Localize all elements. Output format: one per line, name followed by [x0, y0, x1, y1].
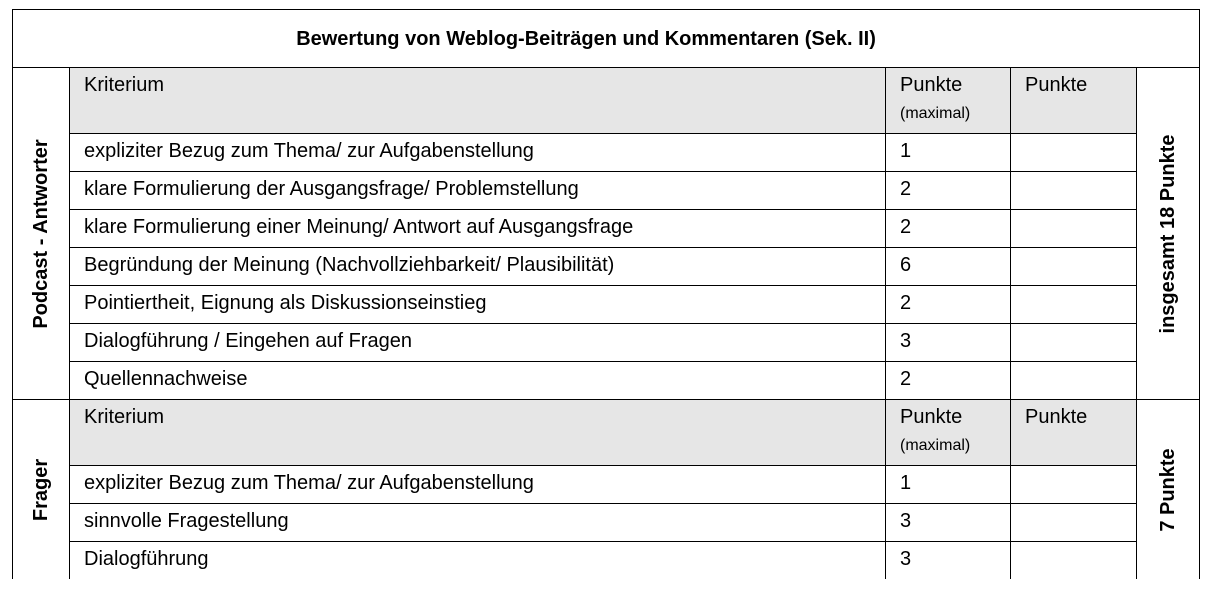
points-max-header: Punkte (maximal) — [886, 68, 1011, 134]
points-header: Punkte — [1011, 400, 1137, 466]
points-input-cell[interactable] — [1011, 286, 1137, 324]
rubric-table — [12, 9, 1200, 579]
section-total-cell — [1137, 68, 1200, 400]
table-row — [13, 324, 1200, 362]
max-points-cell: 6 — [886, 248, 1011, 286]
points-input-cell[interactable] — [1011, 210, 1137, 248]
max-points-cell: 2 — [886, 362, 1011, 400]
section-header-row — [13, 68, 1200, 134]
criterion-cell: expliziter Bezug zum Thema/ zur Aufgabenstellung — [70, 466, 886, 504]
section-side-label: Podcast - Antworter — [30, 138, 52, 329]
points-input-cell[interactable] — [1011, 362, 1137, 400]
points-input-cell[interactable] — [1011, 134, 1137, 172]
criterion-cell: klare Formulierung einer Meinung/ Antwort auf Ausgangsfrage — [70, 210, 886, 248]
table-row — [13, 542, 1200, 580]
criterion-header: Kriterium — [70, 400, 886, 466]
criterion-header: Kriterium — [70, 68, 886, 134]
section-side-label: Frager — [30, 458, 52, 521]
max-points-cell: 1 — [886, 466, 1011, 504]
points-input-cell[interactable] — [1011, 504, 1137, 542]
max-points-cell: 3 — [886, 324, 1011, 362]
criterion-cell: Dialogführung / Eingehen auf Fragen — [70, 324, 886, 362]
table-row — [13, 134, 1200, 172]
criterion-cell: Begründung der Meinung (Nachvollziehbarkeit/ Plausibilität) — [70, 248, 886, 286]
table-row — [13, 504, 1200, 542]
section-total-cell — [1137, 400, 1200, 580]
table-title: Bewertung von Weblog-Beiträgen und Kommentaren (Sek. II) — [296, 27, 876, 50]
criterion-cell: Pointiertheit, Eignung als Diskussionseinstieg — [70, 286, 886, 324]
points-input-cell[interactable] — [1011, 248, 1137, 286]
table-row — [13, 172, 1200, 210]
max-points-cell: 3 — [886, 504, 1011, 542]
max-points-cell: 2 — [886, 210, 1011, 248]
max-points-cell: 2 — [886, 286, 1011, 324]
points-max-subheader: (maximal) — [900, 437, 971, 454]
points-input-cell[interactable] — [1011, 324, 1137, 362]
criterion-cell: Dialogführung — [70, 542, 886, 580]
points-max-header: Punkte (maximal) — [886, 400, 1011, 466]
criterion-cell: klare Formulierung der Ausgangsfrage/ Problemstellung — [70, 172, 886, 210]
table-row — [13, 362, 1200, 400]
table-row — [13, 210, 1200, 248]
section-side-label-cell — [13, 400, 70, 580]
criterion-cell: expliziter Bezug zum Thema/ zur Aufgabenstellung — [70, 134, 886, 172]
points-input-cell[interactable] — [1011, 466, 1137, 504]
table-title-cell — [13, 10, 1200, 68]
criterion-cell: sinnvolle Fragestellung — [70, 504, 886, 542]
table-row — [13, 248, 1200, 286]
points-input-cell[interactable] — [1011, 542, 1137, 580]
max-points-cell: 1 — [886, 134, 1011, 172]
points-input-cell[interactable] — [1011, 172, 1137, 210]
points-max-subheader: (maximal) — [900, 105, 971, 122]
points-header: Punkte — [1011, 68, 1137, 134]
table-row — [13, 286, 1200, 324]
section-total-label: insgesamt 18 Punkte — [1157, 134, 1180, 333]
section-header-row — [13, 400, 1200, 466]
table-row — [13, 466, 1200, 504]
max-points-cell: 3 — [886, 542, 1011, 580]
criterion-cell: Quellennachweise — [70, 362, 886, 400]
section-total-label: 7 Punkte — [1157, 447, 1180, 532]
max-points-cell: 2 — [886, 172, 1011, 210]
section-side-label-cell — [13, 68, 70, 400]
